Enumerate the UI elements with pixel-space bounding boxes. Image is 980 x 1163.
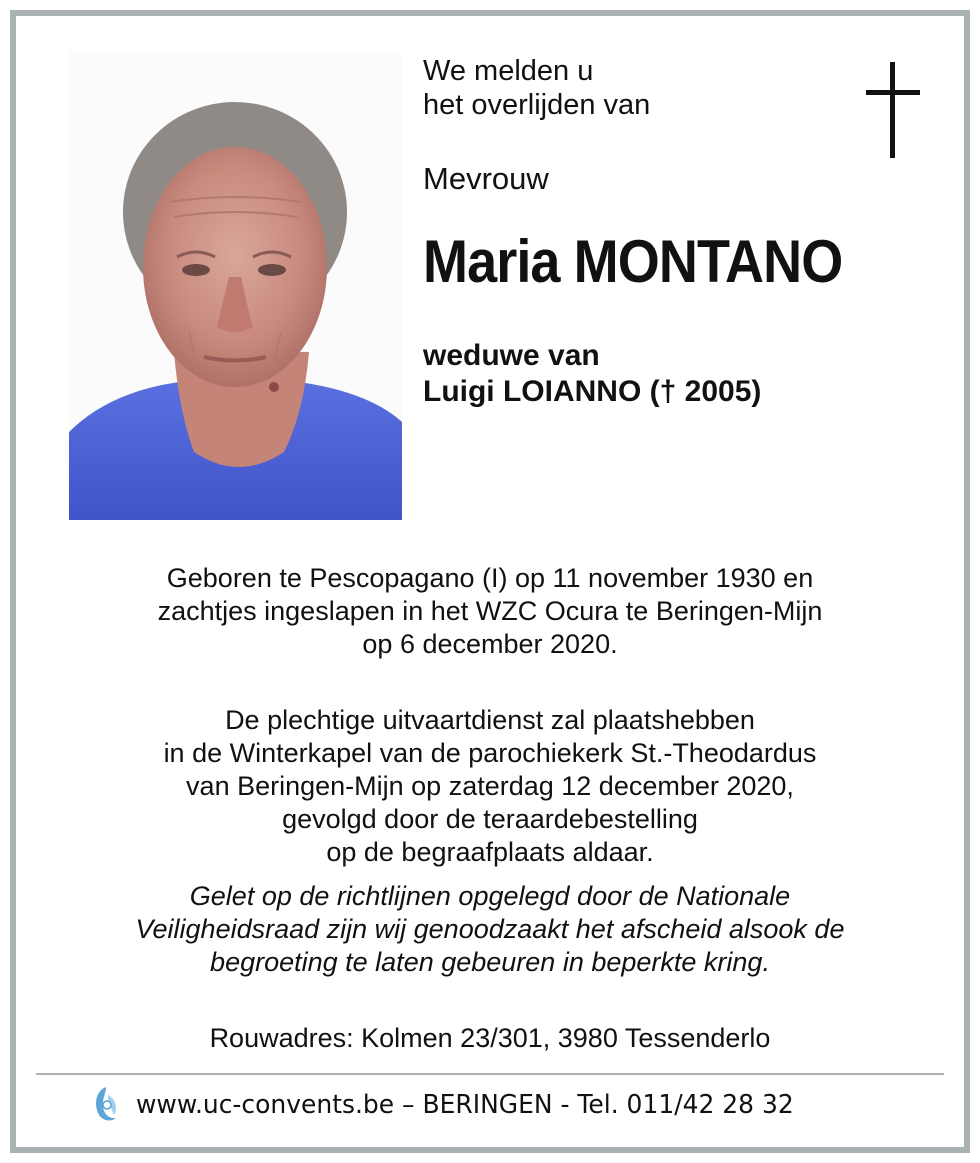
footer-divider <box>36 1073 944 1075</box>
spouse-info <box>423 338 761 410</box>
restriction-notice <box>30 880 950 979</box>
text-line: zachtjes ingeslapen in het WZC Ocura te Beringen-Mijn <box>157 596 823 626</box>
deceased-name: Maria MONTANO <box>423 228 843 295</box>
text-line: Gelet op de richtlijnen opgelegd door de Nationale <box>189 881 791 911</box>
announcement-intro <box>423 54 650 122</box>
funeral-home-logo-icon <box>90 1085 122 1125</box>
mourning-address: Rouwadres: Kolmen 23/301, 3980 Tessenderlo <box>209 1023 771 1053</box>
footer-contact: www.uc-convents.be – BERINGEN - Tel. 011/42 28 32 <box>136 1090 794 1120</box>
text-line: begroeting te laten gebeuren in beperkte kring. <box>210 947 770 977</box>
birth-death-details <box>30 562 950 661</box>
spouse-line: Luigi LOIANNO († 2005) <box>423 375 762 408</box>
text-line: op de begraafplaats aldaar. <box>326 837 654 867</box>
funeral-details <box>30 704 950 869</box>
text-line: Veiligheidsraad zijn wij genoodzaakt het afscheid alsook de <box>135 914 845 944</box>
text-line: De plechtige uitvaartdienst zal plaatshebben <box>225 705 755 735</box>
intro-line: We melden u <box>423 55 594 87</box>
text-line: van Beringen-Mijn op zaterdag 12 december 2020, <box>186 771 794 801</box>
intro-line: het overlijden van <box>423 89 651 121</box>
portrait-photo <box>69 52 402 520</box>
footer <box>90 1083 821 1127</box>
text-line: gevolgd door de teraardebestelling <box>282 804 698 834</box>
title-prefix: Mevrouw <box>423 161 549 196</box>
spouse-line: weduwe van <box>423 339 600 372</box>
text-line: op 6 december 2020. <box>362 629 618 659</box>
cross-icon <box>863 62 923 158</box>
text-line: Geboren te Pescopagano (I) op 11 november 1930 en <box>166 563 814 593</box>
text-line: in de Winterkapel van de parochiekerk St.-Theodardus <box>163 738 817 768</box>
